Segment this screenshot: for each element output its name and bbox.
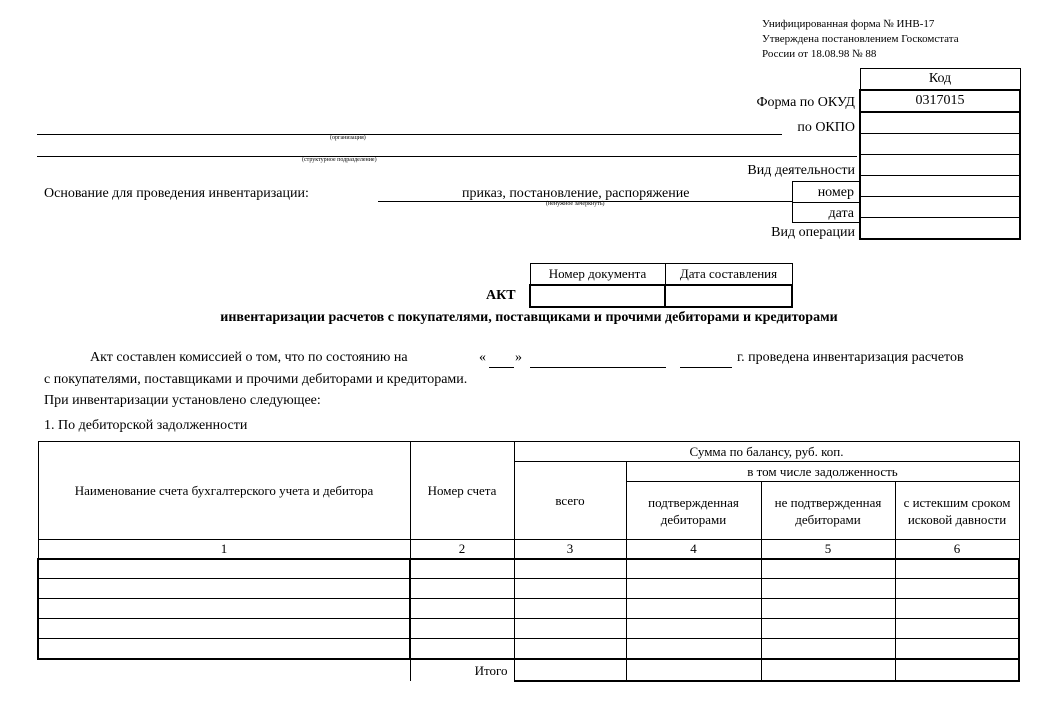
organization-caption: (организация) bbox=[330, 135, 366, 141]
operation-value[interactable] bbox=[860, 218, 1020, 240]
body-line2: с покупателями, поставщиками и прочими дебиторами и кредиторами. bbox=[44, 372, 468, 387]
table-cell[interactable] bbox=[761, 599, 895, 619]
col-number-3: 3 bbox=[514, 540, 626, 559]
table-cell[interactable] bbox=[38, 559, 410, 579]
table-row bbox=[38, 639, 1019, 659]
table-cell[interactable] bbox=[38, 579, 410, 599]
number-date-divider bbox=[792, 202, 860, 203]
quote-close: » bbox=[515, 350, 522, 365]
incl-header: в том числе задолженность bbox=[626, 462, 1019, 482]
col-number-4: 4 bbox=[626, 540, 761, 559]
table-cell[interactable] bbox=[410, 599, 514, 619]
operation-label: Вид операции bbox=[771, 225, 855, 240]
okpo-value[interactable] bbox=[860, 112, 1020, 134]
form-line-3: России от 18.08.98 № 88 bbox=[762, 48, 877, 60]
table-cell[interactable] bbox=[38, 599, 410, 619]
doc-number-value[interactable] bbox=[530, 285, 665, 307]
total-cell[interactable] bbox=[626, 659, 761, 681]
table-cell[interactable] bbox=[38, 619, 410, 639]
table-cell[interactable] bbox=[761, 619, 895, 639]
table-cell[interactable] bbox=[410, 639, 514, 659]
table-cell[interactable] bbox=[895, 599, 1019, 619]
doc-date-header: Дата составления bbox=[665, 264, 792, 286]
codes-table bbox=[859, 68, 1021, 240]
table-row bbox=[38, 599, 1019, 619]
date-label: дата bbox=[828, 206, 854, 221]
table-cell[interactable] bbox=[626, 579, 761, 599]
table-cell[interactable] bbox=[514, 579, 626, 599]
okud-value[interactable]: 0317015 bbox=[860, 90, 1020, 112]
table-row bbox=[38, 619, 1019, 639]
table-cell[interactable] bbox=[410, 579, 514, 599]
number-value[interactable] bbox=[860, 176, 1020, 197]
table-cell[interactable] bbox=[895, 639, 1019, 659]
quote-open: « bbox=[479, 350, 486, 365]
unconfirmed-header: не подтвержденная дебиторами bbox=[761, 482, 895, 540]
document-title: инвентаризации расчетов с покупателями, поставщиками и прочими дебиторами и кредиторами bbox=[220, 310, 838, 325]
form-line-1: Унифицированная форма № ИНВ-17 bbox=[762, 18, 935, 30]
body-line3: При инвентаризации установлено следующее: bbox=[44, 393, 321, 408]
total-cell[interactable] bbox=[514, 659, 626, 681]
form-line-2: Утверждена постановлением Госкомстата bbox=[762, 33, 959, 45]
table-cell[interactable] bbox=[410, 559, 514, 579]
day-field[interactable] bbox=[489, 367, 514, 368]
total-cell[interactable] bbox=[895, 659, 1019, 681]
okud-label: Форма по ОКУД bbox=[756, 95, 855, 110]
doc-date-value[interactable] bbox=[665, 285, 792, 307]
activity-value[interactable] bbox=[860, 155, 1020, 176]
blank-code[interactable] bbox=[860, 134, 1020, 155]
date-value[interactable] bbox=[860, 197, 1020, 218]
table-cell[interactable] bbox=[895, 579, 1019, 599]
table-cell[interactable] bbox=[514, 559, 626, 579]
table-cell[interactable] bbox=[895, 619, 1019, 639]
balance-header: Сумма по балансу, руб. коп. bbox=[514, 442, 1019, 462]
confirmed-header: подтвержденная дебиторами bbox=[626, 482, 761, 540]
year-field[interactable] bbox=[680, 367, 732, 368]
codes-header: Код bbox=[860, 69, 1020, 91]
table-cell[interactable] bbox=[626, 559, 761, 579]
table-cell[interactable] bbox=[514, 639, 626, 659]
col1-header: Наименование счета бухгалтерского учета и дебитора bbox=[38, 442, 410, 540]
organization-line[interactable] bbox=[37, 134, 782, 135]
body-line1-a: Акт составлен комиссией о том, что по состоянию на bbox=[90, 350, 408, 365]
col-number-5: 5 bbox=[761, 540, 895, 559]
total-row-spacer bbox=[38, 659, 410, 681]
table-cell[interactable] bbox=[410, 619, 514, 639]
document-number-table bbox=[529, 263, 793, 308]
table-cell[interactable] bbox=[514, 619, 626, 639]
receivables-table bbox=[37, 441, 1020, 682]
total-cell[interactable] bbox=[761, 659, 895, 681]
structural-unit-caption: (структурное подразделение) bbox=[302, 157, 377, 163]
table-cell[interactable] bbox=[38, 639, 410, 659]
doc-number-header: Номер документа bbox=[530, 264, 665, 286]
table-cell[interactable] bbox=[626, 619, 761, 639]
section-1-title: 1. По дебиторской задолженности bbox=[44, 418, 248, 433]
basis-caption: (ненужное зачеркнуть) bbox=[546, 201, 605, 207]
table-row bbox=[38, 579, 1019, 599]
month-field[interactable] bbox=[530, 367, 666, 368]
table-cell[interactable] bbox=[761, 579, 895, 599]
total-row bbox=[38, 659, 1019, 681]
table-cell[interactable] bbox=[761, 639, 895, 659]
table-cell[interactable] bbox=[761, 559, 895, 579]
okpo-label: по ОКПО bbox=[797, 120, 855, 135]
table-cell[interactable] bbox=[514, 599, 626, 619]
body-line1-b: г. проведена инвентаризация расчетов bbox=[737, 350, 964, 365]
table-cell[interactable] bbox=[895, 559, 1019, 579]
number-label: номер bbox=[817, 185, 854, 200]
structural-unit-line[interactable] bbox=[37, 156, 857, 157]
total-header: всего bbox=[514, 462, 626, 540]
basis-value: приказ, постановление, распоряжение bbox=[462, 186, 690, 201]
col-number-6: 6 bbox=[895, 540, 1019, 559]
table-cell[interactable] bbox=[626, 639, 761, 659]
table-row bbox=[38, 559, 1019, 579]
col2-header: Номер счета bbox=[410, 442, 514, 540]
activity-label: Вид деятельности bbox=[747, 163, 855, 178]
total-row-label: Итого bbox=[410, 659, 514, 681]
basis-label: Основание для проведения инвентаризации: bbox=[44, 186, 309, 201]
expired-header: с истекшим сроком исковой давности bbox=[895, 482, 1019, 540]
col-number-2: 2 bbox=[410, 540, 514, 559]
table-cell[interactable] bbox=[626, 599, 761, 619]
col-number-1: 1 bbox=[38, 540, 410, 559]
act-label: АКТ bbox=[486, 288, 516, 303]
